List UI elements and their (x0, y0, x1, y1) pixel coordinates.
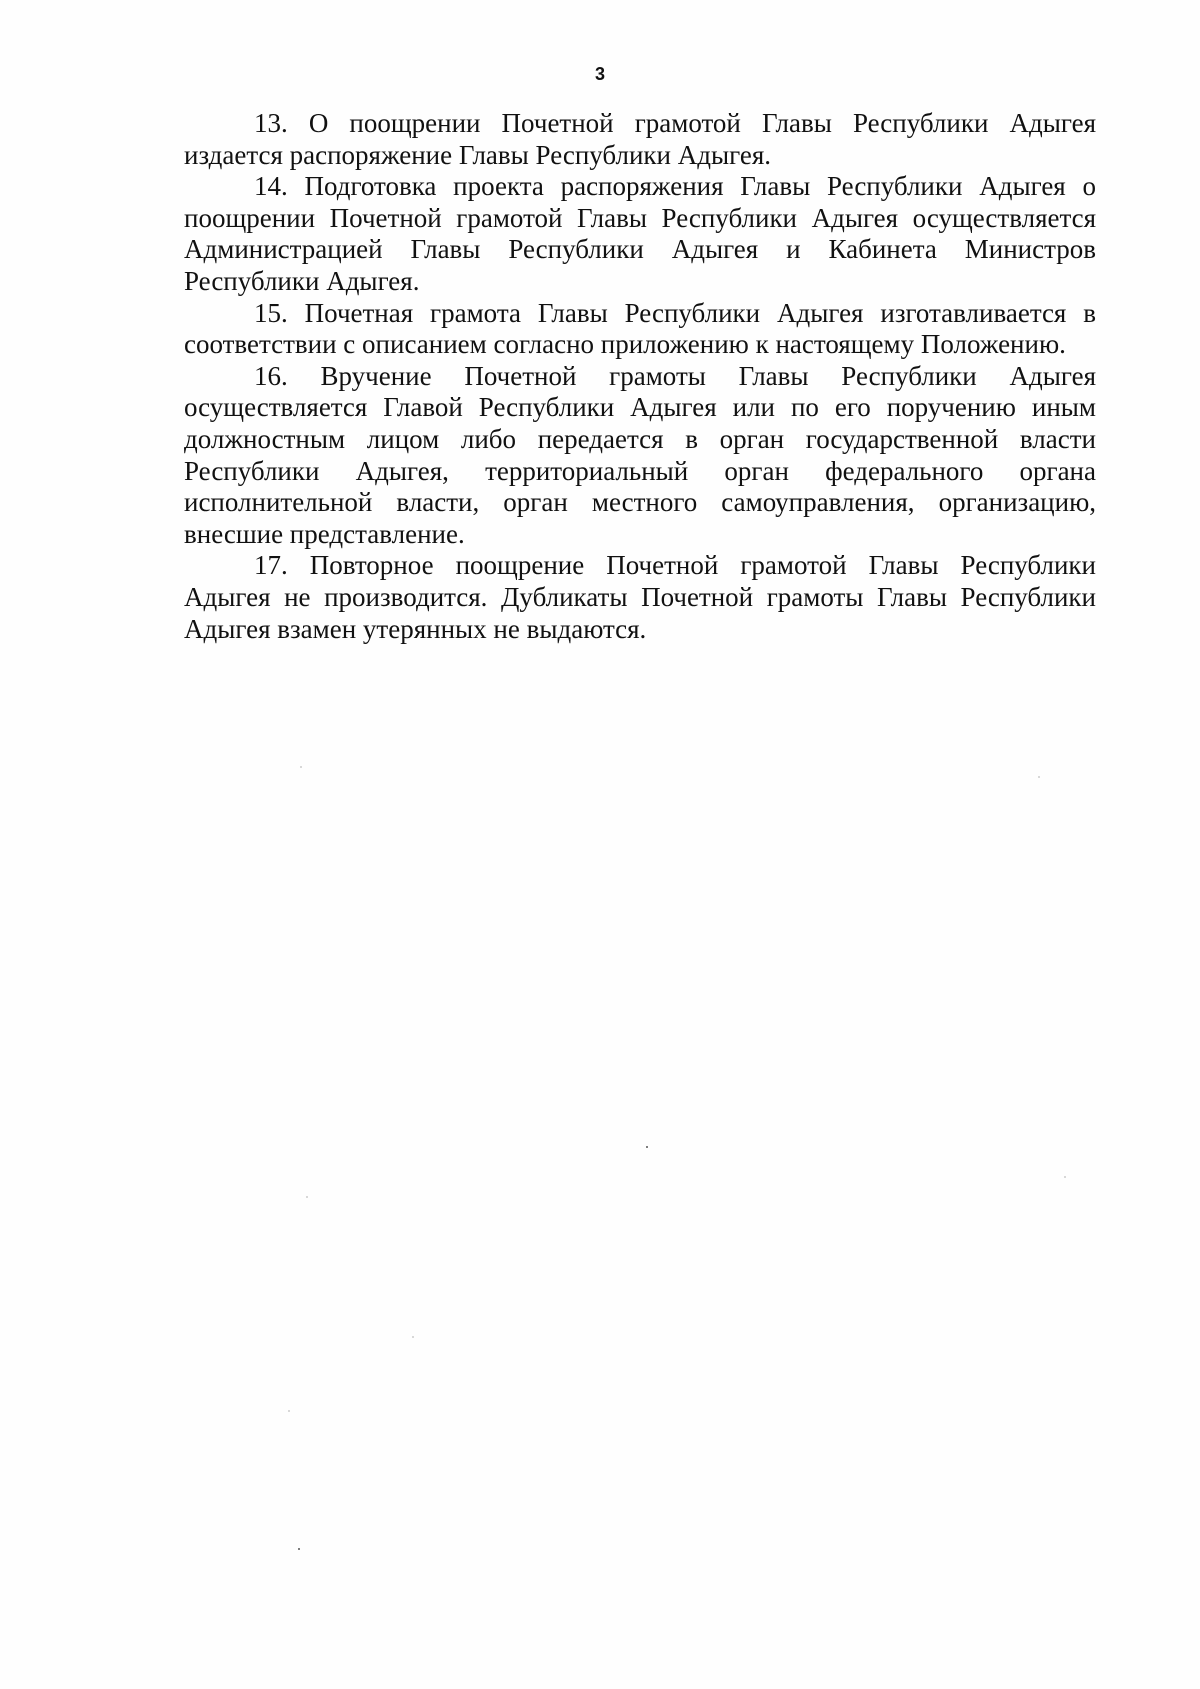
paragraph-16: 16. Вручение Почетной грамоты Главы Республики Адыгея осуществляется Главой Республики Адыгея или по его поручению иным должностным лицом либо передается в орган государственной власти Республики Адыгея, территориальный орган федерального органа исполнительной власти, орган местного самоуправления, организацию, внесшие представление. (184, 360, 1096, 549)
paragraph-17: 17. Повторное поощрение Почетной грамотой Главы Республики Адыгея не производится. Дубликаты Почетной грамоты Главы Республики Адыгея взамен утерянных не выдаются. (184, 550, 1096, 644)
scan-speck (306, 1196, 308, 1198)
scan-speck (1038, 776, 1040, 778)
scan-speck (646, 1146, 648, 1148)
scan-speck (288, 1410, 290, 1412)
paragraph-13: 13. О поощрении Почетной грамотой Главы Республики Адыгея издается распоряжение Главы Республики Адыгея. (184, 108, 1096, 170)
page-number: 3 (594, 64, 605, 84)
document-body (184, 108, 1096, 645)
scan-speck (298, 1548, 300, 1550)
scan-speck (300, 766, 302, 768)
scan-speck (1064, 1176, 1066, 1178)
paragraph-15: 15. Почетная грамота Главы Республики Адыгея изготавливается в соответствии с описанием согласно приложению к настоящему Положению. (184, 297, 1096, 360)
paragraph-14: 14. Подготовка проекта распоряжения Главы Республики Адыгея о поощрении Почетной грамотой Главы Республики Адыгея осуществляется Администрацией Главы Республики Адыгея и Кабинета Министров Республики Адыгея. (184, 171, 1096, 296)
scan-speck (412, 1336, 414, 1338)
